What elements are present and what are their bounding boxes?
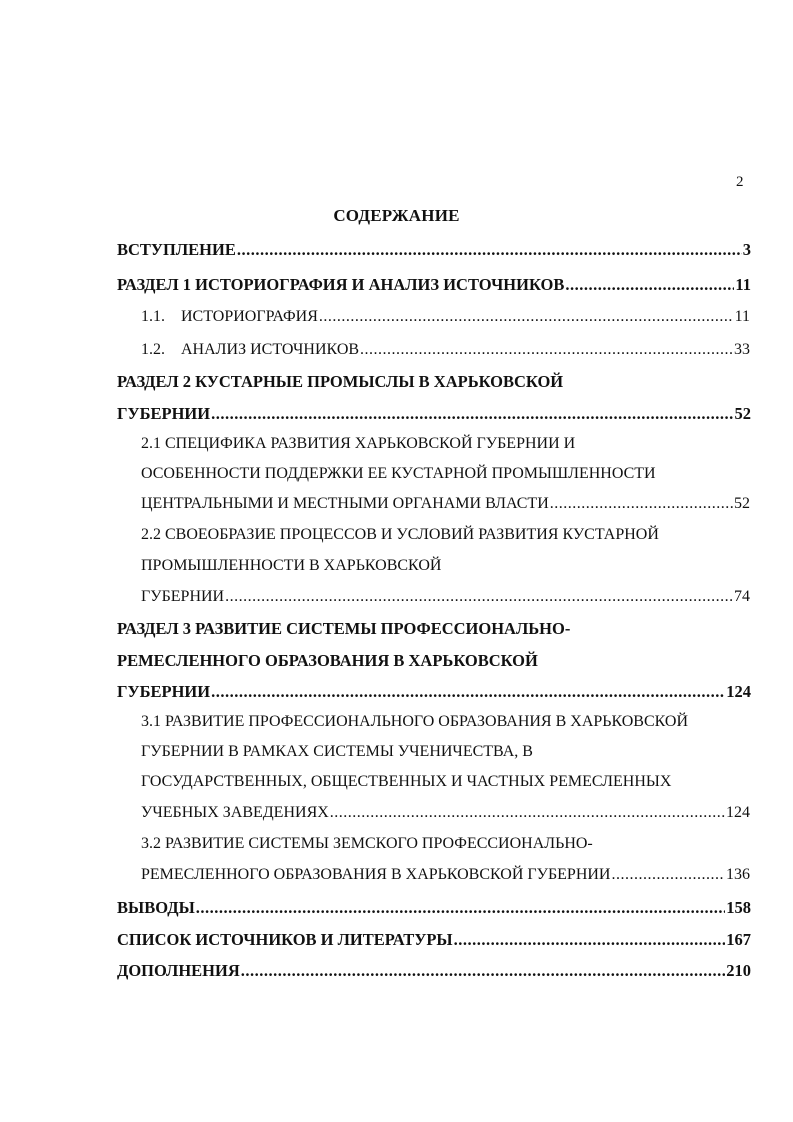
toc-entry-2-2-line1[interactable]: 2.2 СВОЕОБРАЗИЕ ПРОЦЕССОВ И УСЛОВИЙ РАЗВИТИЯ КУСТАРНОЙ	[141, 526, 659, 543]
dot-leader	[241, 961, 725, 981]
toc-entry-conclusions[interactable]	[117, 898, 751, 918]
dot-leader	[196, 898, 725, 918]
toc-entry-intro[interactable]	[117, 240, 751, 260]
toc-page-number: 52	[734, 404, 751, 423]
toc-entry-2-2-line2[interactable]: ПРОМЫШЛЕННОСТИ В ХАРЬКОВСКОЙ	[141, 557, 442, 574]
toc-entry-label: ВСТУПЛЕНИЕ	[117, 240, 236, 259]
dot-leader	[330, 803, 725, 823]
toc-entry-label	[141, 307, 318, 327]
toc-entry-1-2[interactable]	[141, 340, 750, 360]
toc-entry-section-3-line1[interactable]: РАЗДЕЛ 3 РАЗВИТИЕ СИСТЕМЫ ПРОФЕССИОНАЛЬНО-	[117, 619, 571, 638]
toc-entry-section-2-line1[interactable]: РАЗДЕЛ 2 КУСТАРНЫЕ ПРОМЫСЛЫ В ХАРЬКОВСКОЙ	[117, 372, 564, 391]
toc-entry-label: ВЫВОДЫ	[117, 898, 195, 917]
toc-entry-label: УЧЕБНЫХ ЗАВЕДЕНИЯХ	[141, 804, 329, 821]
toc-page-number: 167	[726, 930, 751, 949]
toc-entry-3-2-line1[interactable]: 3.2 РАЗВИТИЕ СИСТЕМЫ ЗЕМСКОГО ПРОФЕССИОНАЛЬНО-	[141, 835, 593, 852]
dot-leader	[211, 682, 725, 702]
toc-entry-label: ЦЕНТРАЛЬНЫМИ И МЕСТНЫМИ ОРГАНАМИ ВЛАСТИ	[141, 495, 549, 512]
toc-entry-3-2[interactable]	[141, 865, 750, 885]
toc-entry-3-1-line2[interactable]: ГУБЕРНИИ В РАМКАХ СИСТЕМЫ УЧЕНИЧЕСТВА, В	[141, 743, 533, 760]
toc-title: СОДЕРЖАНИЕ	[333, 206, 460, 225]
toc-entry-3-1[interactable]	[141, 803, 750, 823]
dot-leader	[611, 865, 725, 885]
toc-entry-number: 1.2.	[141, 341, 165, 358]
toc-page-number: 74	[734, 588, 750, 605]
dot-leader	[550, 494, 733, 514]
toc-entry-appendix[interactable]	[117, 961, 751, 981]
dot-leader	[211, 404, 733, 424]
toc-entry-2-2[interactable]	[141, 587, 750, 607]
toc-entry-2-1-line2[interactable]: ОСОБЕННОСТИ ПОДДЕРЖКИ ЕЕ КУСТАРНОЙ ПРОМЫШЛЕННОСТИ	[141, 465, 656, 482]
dot-leader	[565, 275, 734, 295]
toc-page-number: 136	[726, 866, 750, 883]
toc-page-number: 210	[726, 961, 751, 980]
toc-page-number: 11	[734, 308, 750, 325]
toc-entry-number: 1.1.	[141, 308, 165, 325]
toc-entry-1-1[interactable]	[141, 307, 750, 327]
toc-entry-sources[interactable]	[117, 930, 751, 950]
toc-entry-label: РЕМЕСЛЕННОГО ОБРАЗОВАНИЯ В ХАРЬКОВСКОЙ ГУБЕРНИИ	[141, 866, 611, 883]
toc-page-number: 158	[726, 898, 751, 917]
toc-page-number: 3	[742, 240, 751, 259]
toc-entry-3-1-line1[interactable]: 3.1 РАЗВИТИЕ ПРОФЕССИОНАЛЬНОГО ОБРАЗОВАНИЯ В ХАРЬКОВСКОЙ	[141, 713, 689, 730]
dot-leader	[225, 587, 733, 607]
toc-entry-label: ГУБЕРНИИ	[141, 588, 225, 605]
toc-entry-section-3[interactable]	[117, 682, 751, 702]
toc-entry-section-1[interactable]	[117, 275, 751, 295]
toc-entry-2-1-line1[interactable]: 2.1 СПЕЦИФИКА РАЗВИТИЯ ХАРЬКОВСКОЙ ГУБЕРНИИ И	[141, 435, 576, 452]
dot-leader	[360, 340, 733, 360]
toc-page-number: 52	[734, 495, 750, 512]
toc-page-number: 11	[735, 275, 751, 294]
toc-entry-label: ГУБЕРНИИ	[117, 404, 211, 423]
toc-entry-label: СПИСОК ИСТОЧНИКОВ И ЛИТЕРАТУРЫ	[117, 930, 453, 949]
dot-leader	[454, 930, 726, 950]
toc-entry-3-1-line3[interactable]: ГОСУДАРСТВЕННЫХ, ОБЩЕСТВЕННЫХ И ЧАСТНЫХ РЕМЕСЛЕННЫХ	[141, 773, 672, 790]
dot-leader	[319, 307, 734, 327]
toc-entry-section-3-line2[interactable]: РЕМЕСЛЕННОГО ОБРАЗОВАНИЯ В ХАРЬКОВСКОЙ	[117, 651, 538, 670]
page-number: 2	[736, 174, 744, 190]
dot-leader	[237, 240, 742, 260]
toc-entry-section-2[interactable]	[117, 404, 751, 424]
toc-entry-label: ДОПОЛНЕНИЯ	[117, 961, 240, 980]
toc-entry-text: АНАЛИЗ ИСТОЧНИКОВ	[181, 341, 360, 358]
toc-entry-text: ИСТОРИОГРАФИЯ	[181, 308, 318, 325]
toc-entry-label	[141, 340, 359, 360]
toc-page-number: 124	[726, 804, 750, 821]
toc-entry-2-1[interactable]	[141, 494, 750, 514]
toc-page-number: 33	[734, 341, 750, 358]
toc-entry-label: ГУБЕРНИИ	[117, 682, 211, 701]
toc-entry-label: РАЗДЕЛ 1 ИСТОРИОГРАФИЯ И АНАЛИЗ ИСТОЧНИКОВ	[117, 275, 565, 294]
toc-page-number: 124	[726, 682, 751, 701]
